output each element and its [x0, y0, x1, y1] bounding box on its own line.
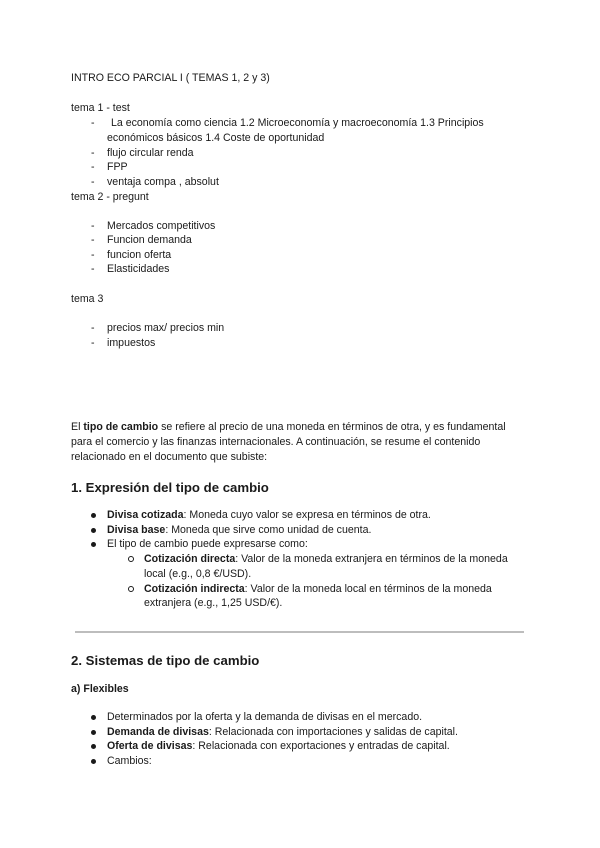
section1-sub-bullet-1: Cotización directa: Valor de la moneda extranjera en términos de la moneda	[144, 553, 508, 565]
tema2-item-3: funcion oferta	[107, 249, 172, 261]
section2-bullet-1: Determinados por la oferta y la demanda de divisas en el mercado.	[107, 711, 423, 723]
tema1-item-2: flujo circular renda	[107, 147, 194, 159]
tema1-item-1: La economía como ciencia 1.2 Microeconomía y macroeconomía 1.3 Principios	[111, 117, 484, 129]
dash-marker: -	[91, 220, 95, 232]
tema1-title: tema 1 - test	[71, 102, 130, 114]
section1-bullet-2: Divisa base: Moneda que sirve como unidad de cuenta.	[107, 524, 372, 536]
bullet-dot	[91, 513, 96, 518]
sub-bullet-circle	[128, 586, 134, 592]
section1-bullet-3: El tipo de cambio puede expresarse como:	[107, 538, 308, 550]
bullet-dot	[91, 528, 96, 533]
section1-bullet-1: Divisa cotizada: Moneda cuyo valor se expresa en términos de otra.	[107, 509, 431, 521]
intro-bold-term: tipo de cambio	[83, 421, 159, 433]
dash-marker: -	[91, 161, 95, 173]
bullet-dot	[91, 744, 96, 749]
tema2-item-2: Funcion demanda	[107, 234, 192, 246]
bullet-dot	[91, 759, 96, 764]
dash-marker: -	[91, 337, 95, 349]
section1-heading: 1. Expresión del tipo de cambio	[71, 480, 269, 495]
section2-bullet-2: Demanda de divisas: Relacionada con importaciones y salidas de capital.	[107, 726, 458, 738]
document-header: INTRO ECO PARCIAL I ( TEMAS 1, 2 y 3)	[71, 72, 270, 84]
intro-line-3: relacionado en el documento que subiste:	[71, 451, 268, 463]
dash-marker: -	[91, 234, 95, 246]
tema3-title: tema 3	[71, 293, 104, 305]
dash-marker: -	[91, 117, 95, 129]
dash-marker: -	[91, 176, 95, 188]
sub-bullet-circle	[128, 556, 134, 562]
horizontal-divider	[75, 631, 524, 633]
tema1-item-1-cont: económicos básicos 1.4 Coste de oportunidad	[107, 132, 325, 144]
bullet-dot	[91, 730, 96, 735]
tema3-item-1: precios max/ precios min	[107, 322, 225, 334]
section1-sub-bullet-2-cont: extranjera (e.g., 1,25 USD/€).	[144, 597, 283, 609]
tema1-item-3: FPP	[107, 161, 128, 173]
section1-sub-bullet-1-cont: local (e.g., 0,8 €/USD).	[144, 568, 252, 580]
tema2-title: tema 2 - pregunt	[71, 191, 149, 203]
dash-marker: -	[91, 147, 95, 159]
section2-bullet-4: Cambios:	[107, 755, 152, 767]
section2-heading: 2. Sistemas de tipo de cambio	[71, 653, 260, 668]
bullet-dot	[91, 542, 96, 547]
tema2-item-1: Mercados competitivos	[107, 220, 216, 232]
section2-bullet-3: Oferta de divisas: Relacionada con exportaciones y entradas de capital.	[107, 740, 450, 752]
intro-line-2: para el comercio y las finanzas internacionales. A continuación, se resume el contenido	[71, 436, 481, 448]
section2-subheading: a) Flexibles	[71, 683, 129, 695]
intro-line-1: El tipo de cambio se refiere al precio de una moneda en términos de otra, y es fundamental	[71, 421, 506, 433]
section1-sub-bullet-2: Cotización indirecta: Valor de la moneda local en términos de la moneda	[144, 583, 492, 595]
tema2-item-4: Elasticidades	[107, 263, 170, 275]
dash-marker: -	[91, 249, 95, 261]
tema3-item-2: impuestos	[107, 337, 156, 349]
bullet-dot	[91, 715, 96, 720]
dash-marker: -	[91, 322, 95, 334]
tema1-item-4: ventaja compa , absolut	[107, 176, 219, 188]
dash-marker: -	[91, 263, 95, 275]
